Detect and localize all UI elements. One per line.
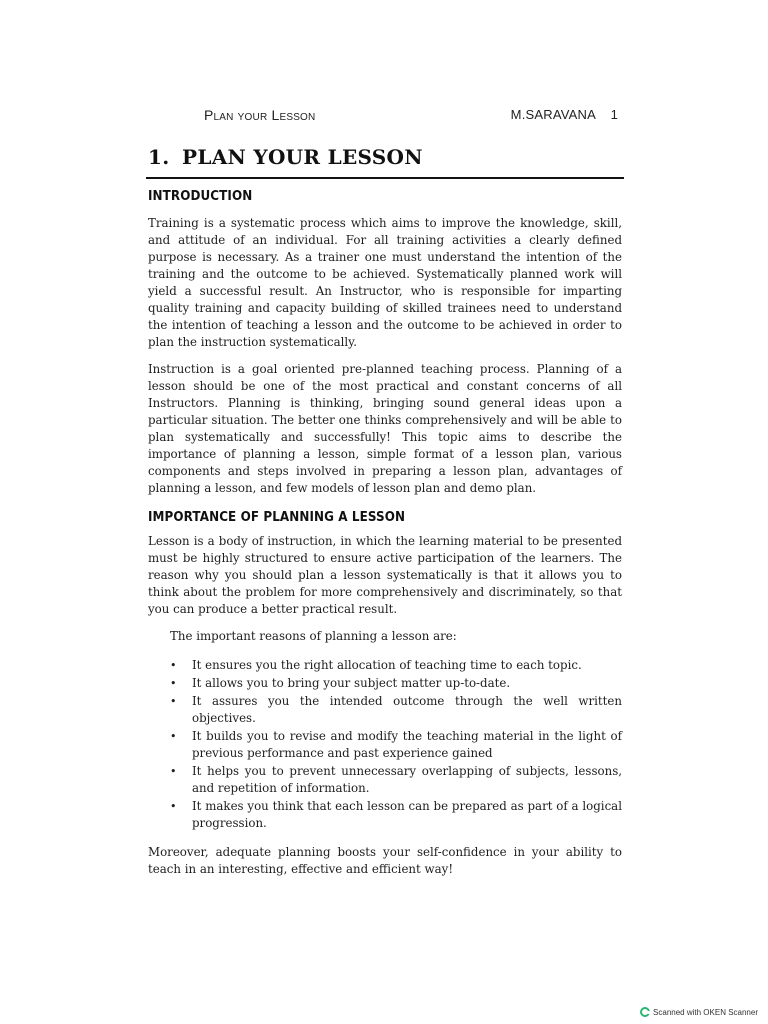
section-heading-importance: IMPORTANCE OF PLANNING A LESSON xyxy=(148,510,406,525)
oken-scanner-logo-icon xyxy=(640,1007,650,1017)
bullet-icon: • xyxy=(170,800,177,813)
bullet-icon: • xyxy=(170,677,177,690)
paragraph: Training is a systematic process which aims to improve the knowledge, skill, and attitude of an individual. For all training activities a clearly defined purpose is necessary. As a trainer one must understand the intention of the training and the outcome to be achieved. Systematically planned work will yield a successful result. An Instructor, who is responsible for imparting quality training and capacity building of skilled trainees need to understand the intention of teaching a lesson and the outcome to be achieved in order to plan the instruction systematically. xyxy=(148,216,622,349)
list-item xyxy=(148,693,622,727)
list-item-text: It helps you to prevent unnecessary overlapping of subjects, lessons, and repetition of information. xyxy=(192,764,622,795)
paragraph: Lesson is a body of instruction, in which the learning material to be presented must be highly structured to ensure active participation of the learners. The reason why you should plan a lesson systematically is that it allows you to think about the problem for more comprehensively and discriminately, so that you can produce a better practical result. xyxy=(148,534,622,616)
closing-paragraph: Moreover, adequate planning boosts your self-confidence in your ability to teach in an interesting, effective and efficient way! xyxy=(148,845,622,876)
list-item xyxy=(148,763,622,797)
reasons-intro: The important reasons of planning a lesson are: xyxy=(170,629,457,643)
section-heading-introduction: INTRODUCTION xyxy=(148,189,253,204)
paragraph: Instruction is a goal oriented pre-planned teaching process. Planning of a lesson should be one of the most practical and constant concerns of all Instructors. Planning is thinking, bringing sound general ideas upon a particular situation. The better one thinks comprehensively and will be able to plan systematically and successfully! This topic aims to describe the importance of planning a lesson, simple format of a lesson plan, various components and steps involved in preparing a lesson plan, advantages of planning a lesson, and few models of lesson plan and demo plan. xyxy=(148,362,622,495)
chapter-title-text: PLAN YOUR LESSON xyxy=(182,145,423,169)
bullet-icon: • xyxy=(170,765,177,778)
header-title: Plan your Lesson xyxy=(204,107,316,123)
running-header xyxy=(148,107,622,125)
header-page-number: 1 xyxy=(610,107,618,122)
list-item-text: It assures you the intended outcome through the well written objectives. xyxy=(192,694,622,725)
chapter-number: 1. xyxy=(148,145,170,169)
list-item-text: It builds you to revise and modify the teaching material in the light of previous performance and past experience gained xyxy=(192,729,622,760)
chapter-title-rule xyxy=(146,177,624,179)
chapter-title xyxy=(148,145,628,169)
list-item-text: It allows you to bring your subject matter up-to-date. xyxy=(192,676,511,690)
scanner-watermark xyxy=(640,1005,758,1019)
list-item xyxy=(148,798,622,832)
scanner-watermark-text: Scanned with OKEN Scanner xyxy=(653,1007,758,1017)
list-item xyxy=(148,675,622,692)
reasons-list xyxy=(148,657,622,832)
header-author: M.SARAVANA xyxy=(510,107,596,122)
list-item-text: It makes you think that each lesson can be prepared as part of a logical progression. xyxy=(192,799,622,830)
list-item-text: It ensures you the right allocation of teaching time to each topic. xyxy=(192,658,582,672)
bullet-icon: • xyxy=(170,695,177,708)
body-content xyxy=(148,188,622,888)
list-item xyxy=(148,657,622,674)
bullet-icon: • xyxy=(170,730,177,743)
list-item xyxy=(148,728,622,762)
bullet-icon: • xyxy=(170,659,177,672)
